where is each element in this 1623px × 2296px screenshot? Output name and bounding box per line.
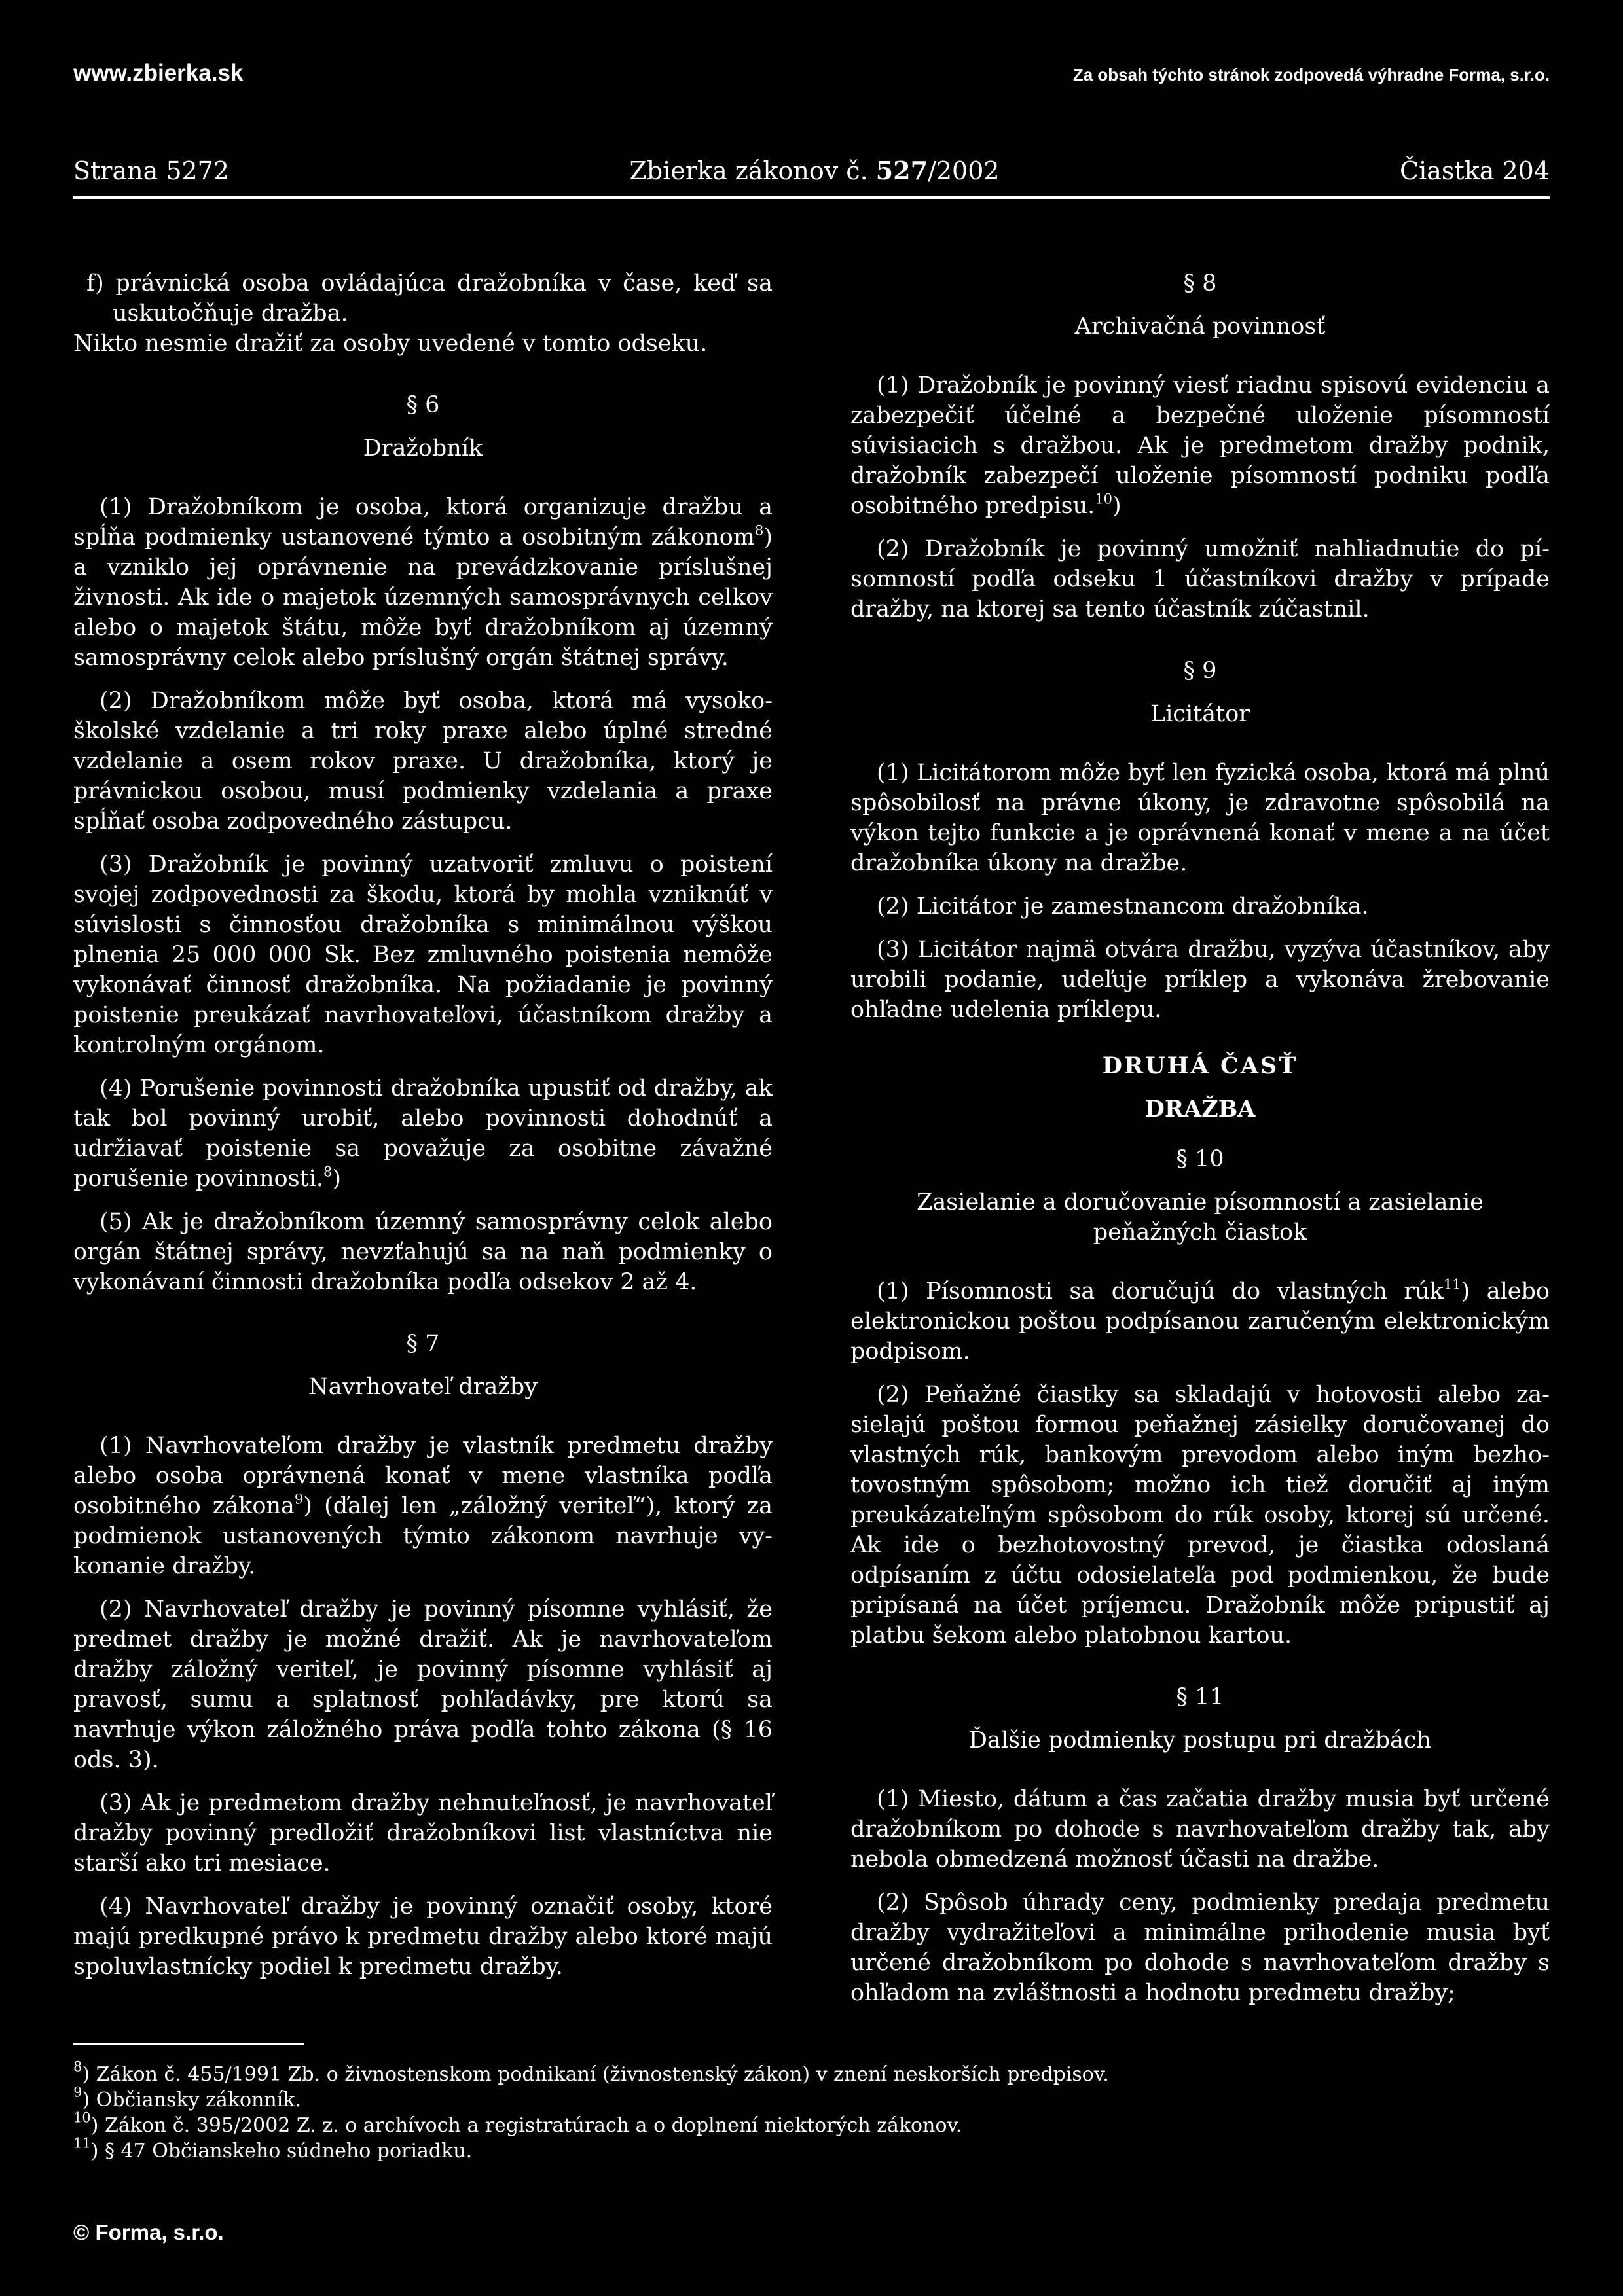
section-number: § 7 <box>406 1331 440 1357</box>
section-number: § 10 <box>1176 1146 1224 1172</box>
footnotes <box>73 2058 1550 2164</box>
section-title: Archivačná povinnosť <box>1074 314 1326 340</box>
top-bar <box>73 60 1550 86</box>
section-number: § 9 <box>1183 658 1217 684</box>
paragraph: (2) Peňažné čiastky sa skladajú v hotovosti alebo zasielajú poštou formou peňažnej zásielky doručovanej do vlastných rúk, bankovým prevodom alebo iným bezhotovostným spôsobom; možno ich tiež doručiť aj iným preukázateľným spôsobom do rúk osoby, ktorej sú určené. Ak ide o bezhotovostný prevod, je čiastka odoslaná odpísaním z účtu odosielateľa pod podmienkou, že bude pripísaná na účet príjemcu. Dražobník môže pripustiť aj platbu šekom alebo platobnou kartou. <box>850 1382 1550 1649</box>
left-column <box>73 268 773 1995</box>
section-number: § 11 <box>1176 1684 1224 1710</box>
right-column <box>850 268 1550 2021</box>
footnote: $^8$) Zákon č. 455/1991 Zb. o živnostenskom podnikaní (živnostenský zákon) v znení neskorších predpisov. <box>73 2058 1109 2086</box>
footnote-rule <box>73 2043 304 2045</box>
section-number: § 8 <box>1183 270 1217 296</box>
paragraph: (1) Písomnosti sa doručujú do vlastných rúk$^{11}$) alebo elektronickou poštou podpísanou zaručeným elektronickým podpisom. <box>850 1276 1550 1365</box>
paragraph: (4) Porušenie povinnosti dražobníka upustiť od dražby, ak tak bol povinný urobiť, alebo povinnosti dohodnúť a udržiavať poistenie sa považuje za osobitne závažné porušenie povinnosti.$^8$) <box>73 1075 773 1192</box>
paragraph: (2) Spôsob úhrady ceny, podmienky predaja predmetu dražby vydražiteľovi a minimálne prihodenie musia byť určené dražobníkom po dohode s navrhovateľom dražby s ohľadom na zvláštnosti a hodnotu predmetu dražby; <box>850 1890 1550 2006</box>
footnote-ref[interactable]: 10 <box>1095 491 1112 507</box>
site-link[interactable]: www.zbierka.sk <box>73 60 244 86</box>
header-rule <box>73 196 1550 199</box>
paragraph: Nikto nesmie dražiť za osoby uvedené v tomto odseku. <box>73 331 708 357</box>
paragraph: (2) Navrhovateľ dražby je povinný písomne vyhlásiť, že predmet dražby je možné dražiť. Ak je navrhovateľom dražby záložný veriteľ, je povinný písomne vyhlásiť aj pravosť, sumu a splatnosť pohľadávky, pre ktorú sa navrhuje výkon záložného práva podľa tohto zákona (§ 16 ods. 3). <box>73 1596 773 1773</box>
footnote-ref[interactable]: 11 <box>1443 1276 1461 1293</box>
paragraph: (2) Licitátor je zamestnancom dražobníka. <box>877 893 1369 920</box>
collection-title: Zbierka zákonov č. 527/2002 <box>629 156 1000 185</box>
section-title: Navrhovateľ dražby <box>308 1374 538 1400</box>
section-title: Ďalšie podmienky postupu pri dražbách <box>968 1727 1432 1753</box>
paragraph: (1) Licitátorom môže byť len fyzická osoba, ktorá má plnú spôsobilosť na právne úkony, je zdravotne spôsobilá na výkon tejto funkcie a je oprávnená konať v mene a na účet dražobníka úkony na dražbe. <box>850 760 1550 876</box>
section-number: § 6 <box>406 392 440 418</box>
paragraph: (4) Navrhovateľ dražby je povinný označiť osoby, ktoré majú predkupné právo k predmetu dražby alebo ktoré majú spoluvlastnícky podiel k predmetu dražby. <box>73 1893 773 1980</box>
section-title: Zasielanie a doručovanie písomností a zasielanie peňažných čiastok <box>917 1189 1484 1246</box>
footnote-ref[interactable]: 8 <box>754 522 764 539</box>
law-number: 527 <box>875 156 928 185</box>
publisher-note: Za obsah týchto stránok zodpovedá výhradne Forma, s.r.o. <box>1072 65 1550 84</box>
paragraph: (1) Navrhovateľom dražby je vlastník predmetu dražby alebo osoba oprávnená konať v mene vlastníka podľa osobitného zákona$^9$) (ďalej len „záložný veriteľ“), ktorý za podmienok ustanovených týmto zákonom navrhuje vykonanie dražby. <box>73 1433 773 1579</box>
issue-part: Čiastka 204 <box>1400 156 1550 185</box>
page-number: Strana 5272 <box>73 156 230 185</box>
copyright-footer: © Forma, s.r.o. <box>73 2220 224 2244</box>
footnote-ref[interactable]: 9 <box>294 1491 304 1507</box>
paragraph: (1) Miesto, dátum a čas začatia dražby musia byť určené dražobníkom po dohode s navrhovateľom dražby tak, aby nebola obmedzená možnosť účasti na dražbe. <box>850 1786 1550 1873</box>
paragraph: (3) Dražobník je povinný uzatvoriť zmluvu o poistení svojej zodpovednosti za škodu, ktorá by mohla vzniknúť v súvislosti s činnosťou dražobníka s minimálnou výškou plnenia 25 000 000 Sk. Bez zmluvného poistenia nemôže vykonávať činnosť dražobníka. Na požiadanie je povinný poistenie preukázať navrhovateľovi, účastníkom dražby a kontrolným orgánom. <box>73 852 773 1058</box>
paragraph: (5) Ak je dražobníkom územný samosprávny celok alebo orgán štátnej správy, nevzťahujú sa na naň podmienky o vykonávaní činnosti dražobníka podľa odsekov 2 až 4. <box>73 1209 773 1295</box>
paragraph: (3) Ak je predmetom dražby nehnuteľnosť, je navrhovateľ dražby povinný predložiť dražobníkovi list vlastníctva nie starší ako tri mesiace. <box>73 1790 773 1876</box>
paragraph: (1) Dražobníkom je osoba, ktorá organizuje dražbu a spĺňa podmienky ustanovené týmto a osobitným zákonom$^8$) a vzniklo jej oprávnenie na prevádzkovanie príslušnej živnosti. Ak ide o majetok územných samosprávnych celkov alebo o majetok štátu, môže byť dražobníkom aj územný samosprávny celok alebo príslušný orgán štátnej správy. <box>73 494 773 671</box>
list-item: f) právnická osoba ovládajúca dražobníka v čase, keď sa uskutočňuje dražba. <box>86 270 773 327</box>
section-title: Licitátor <box>1150 701 1250 727</box>
paragraph: (3) Licitátor najmä otvára dražbu, vyzýva účastníkov, aby urobili podanie, udeľuje príklep a vykonáva žrebovanie ohľadne udelenia príklepu. <box>850 937 1550 1023</box>
part-subtitle: DRAŽBA <box>1144 1096 1256 1122</box>
paragraph: (1) Dražobník je povinný viesť riadnu spisovú evidenciu a zabezpečiť účelné a bezpečné uloženie písomností súvisiacich s dražbou. Ak je predmetom dražby podnik, dražobník zabezpečí uloženie písomností podniku podľa osobitného predpisu.$^{10}$) <box>850 372 1550 519</box>
section-title: Dražobník <box>363 435 483 461</box>
page-header <box>73 156 1550 185</box>
footnote: $^{11}$) § 47 Občianskeho súdneho poriadku. <box>73 2135 473 2162</box>
footnote: $^{10}$) Zákon č. 395/2002 Z. z. o archívoch a registratúrach a o doplnení niektorých zákonov. <box>73 2109 962 2137</box>
footnote-ref[interactable]: 8 <box>323 1164 333 1180</box>
paragraph: (2) Dražobníkom môže byť osoba, ktorá má vysokoškolské vzdelanie a tri roky praxe alebo úplné stredné vzdelanie a osem rokov praxe. U dražobníka, ktorý je právnickou osobou, musí podmienky vzdelania a praxe spĺňať osoba zodpovedného zástupcu. <box>73 688 773 834</box>
part-title: DRUHÁ ČASŤ <box>1102 1052 1298 1079</box>
paragraph: (2) Dražobník je povinný umožniť nahliadnutie do písomností podľa odseku 1 účastníkovi dražby v prípade dražby, na ktorej sa tento účastník zúčastnil. <box>850 536 1550 622</box>
footnote: $^9$) Občiansky zákonník. <box>73 2084 301 2111</box>
